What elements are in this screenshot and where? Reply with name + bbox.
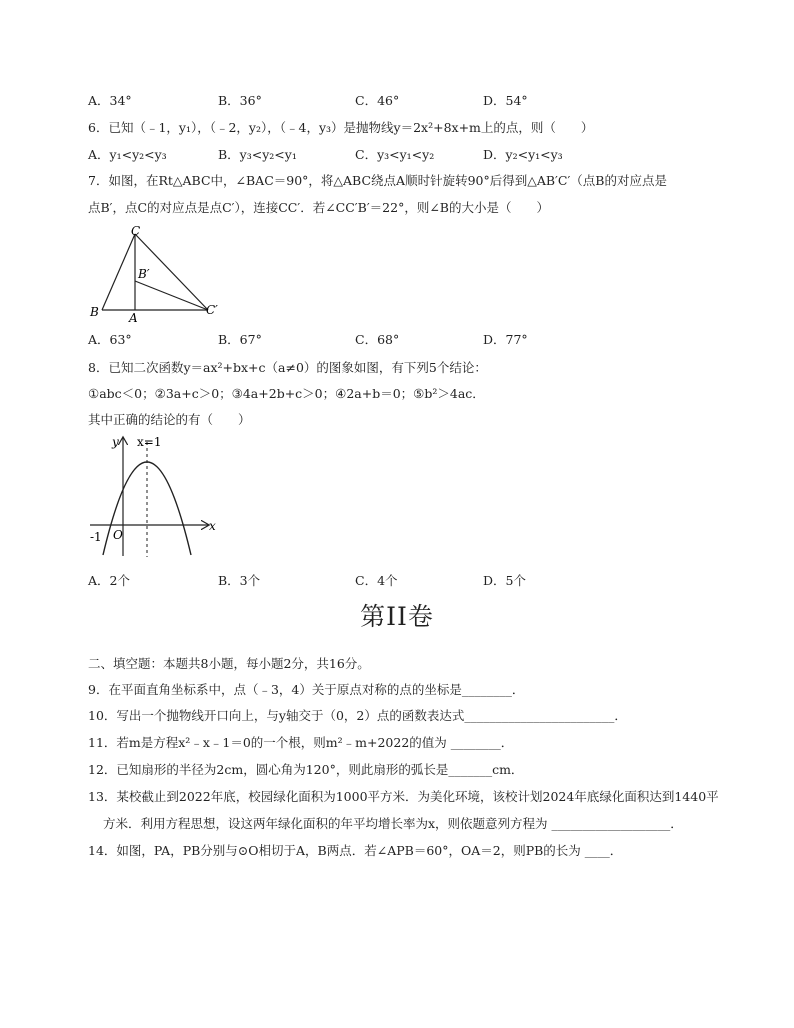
q8-label-y: y — [112, 435, 119, 449]
q7-label-a: A — [129, 311, 138, 324]
q7-option-d: D．77° — [483, 332, 528, 347]
q13-line1: 13．某校截止到2022年底，校园绿化面积为1000平方米．为美化环境，该校计划2024年底绿化面积达到1440平 — [88, 789, 719, 804]
q7-triangle-figure — [86, 224, 236, 324]
q7-stem-line1: 7．如图，在Rt△ABC中，∠BAC＝90°，将△ABC绕点A顺时针旋转90°后得到△AB′C′（点B的对应点是 — [88, 173, 667, 188]
q8-option-d: D．5个 — [483, 573, 526, 588]
q9-text: 9．在平面直角坐标系中，点（﹣3，4）关于原点对称的点的坐标是________． — [88, 682, 525, 697]
q12-text: 12．已知扇形的半径为2cm，圆心角为120°，则此扇形的弧长是_______cm． — [88, 762, 524, 777]
q8-option-a: A．2个 — [88, 573, 130, 588]
q7-option-c: C．68° — [355, 332, 400, 347]
q5-option-c: C．46° — [355, 93, 400, 108]
q7-label-c: C — [131, 224, 141, 238]
q7-option-a: A．63° — [88, 332, 132, 347]
q5-option-b: B．36° — [218, 93, 262, 108]
q6-option-c: C．y₃<y₁<y₂ — [355, 147, 435, 162]
section2-heading: 二、填空题：本题共8小题，每小题2分，共16分。 — [88, 656, 370, 671]
q8-stem-line1: 8．已知二次函数y＝ax²+bx+c（a≠0）的图象如图，有下列5个结论： — [88, 360, 487, 375]
q13-line2: 方米．利用方程思想，设这两年绿化面积的年平均增长率为x，则依题意列方程为 ___________________． — [103, 816, 683, 831]
q8-stem-line3: 其中正确的结论的有（ ） — [88, 412, 251, 427]
q6-stem: 6．已知（﹣1，y₁），（﹣2，y₂），（﹣4，y₃）是抛物线y＝2x²+8x+m上的点，则（ ） — [88, 120, 594, 135]
q5-option-a: A．34° — [88, 93, 132, 108]
q8-stem-line2: ①abc＜0；②3a+c＞0；③4a+2b+c＞0；④2a+b＝0；⑤b²＞4ac． — [88, 386, 485, 401]
q8-parabola-figure — [86, 432, 226, 560]
part2-heading: 第II卷 — [360, 602, 434, 631]
q14-text: 14．如图，PA，PB分别与⊙O相切于A，B两点．若∠APB＝60°，OA＝2，则PB的长为 ____． — [88, 843, 623, 858]
q7-label-b-prime: B′ — [138, 267, 150, 281]
q6-option-d: D．y₂<y₁<y₃ — [483, 147, 563, 162]
q7-label-b: B — [90, 305, 99, 319]
q7-stem-line2: 点B′，点C的对应点是点C′），连接CC′．若∠CC′B′＝22°，则∠B的大小是（ ） — [88, 200, 549, 215]
q8-option-c: C．4个 — [355, 573, 398, 588]
q5-option-d: D．54° — [483, 93, 528, 108]
q8-label-minus-one: -1 — [90, 530, 102, 544]
q10-text: 10．写出一个抛物线开口向上，与y轴交于（0，2）点的函数表达式________________________． — [88, 708, 627, 723]
q7-option-b: B．67° — [218, 332, 262, 347]
q11-text: 11．若m是方程x²﹣x﹣1＝0的一个根，则m²﹣m+2022的值为 ________． — [88, 735, 514, 750]
q8-label-axis: x=1 — [137, 435, 162, 449]
q6-option-b: B．y₃<y₂<y₁ — [218, 147, 297, 162]
q8-option-b: B．3个 — [218, 573, 261, 588]
q8-label-origin: O — [113, 528, 123, 542]
q6-option-a: A．y₁<y₂<y₃ — [88, 147, 167, 162]
q7-label-c-prime: C′ — [206, 303, 218, 317]
q8-label-x: x — [209, 519, 216, 533]
